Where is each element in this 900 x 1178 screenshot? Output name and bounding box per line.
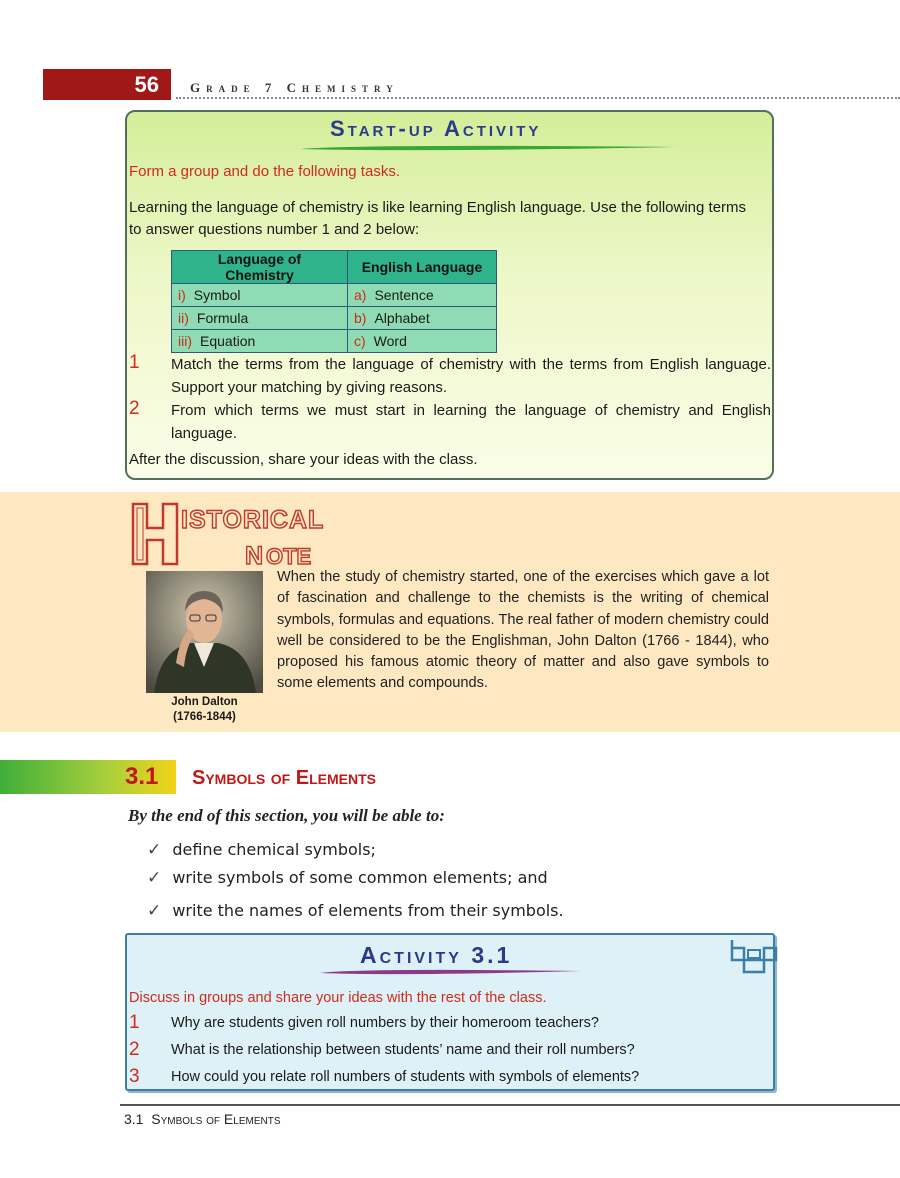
row-marker: c) [354, 333, 366, 349]
checkmark-icon: ✓ [147, 840, 162, 860]
question-number: 2 [129, 1039, 140, 1060]
question-number: 1 [129, 352, 140, 373]
chemistry-term: Formula [196, 310, 249, 326]
startup-intro-line1: Learning the language of chemistry is like learning English language. Use the following terms [129, 199, 747, 216]
objective-text: write symbols of some common elements; and [172, 868, 548, 887]
historical-note-text: When the study of chemistry started, one of the exercises which gave a lot of fascination and challenge to the chemists is the writing of chemical symbols, formulas and equations. The real father of modern chemistry could well be considered to be the Englishman, John Dalton (1766 - 1844), who proposed his famous atomic theory of matter and also gave symbols to some elements and compounds. [277, 569, 769, 692]
objective-item [147, 840, 376, 860]
english-term: Sentence [374, 287, 434, 303]
chemistry-term: Symbol [193, 287, 241, 303]
question-text: How could you relate roll numbers of students with symbols of elements? [171, 1069, 640, 1085]
historical-heading-line2: OTE [266, 544, 312, 569]
page-number: 56 [43, 69, 171, 100]
row-marker: b) [354, 310, 367, 326]
chemistry-term: Equation [200, 333, 256, 349]
terms-table [171, 250, 497, 353]
corner-ornament-icon [730, 938, 778, 978]
section-title: Symbols of Elements [192, 767, 377, 789]
startup-closing: After the discussion, share your ideas with the class. [129, 451, 478, 468]
row-marker: iii) [178, 333, 192, 349]
activity-title-underline [320, 968, 580, 976]
historical-heading-line1: ISTORICAL [181, 506, 325, 534]
caption-years: (1766-1844) [173, 711, 236, 723]
historical-heading-n: N [245, 542, 264, 570]
portrait-caption [146, 695, 263, 725]
question-number: 1 [129, 1012, 140, 1033]
section-number: 3.1 [125, 763, 159, 790]
title-underline-swoosh [300, 144, 676, 152]
question-text: Match the terms from the language of chemistry with the terms from English language. Support your matching by giving reasons. [171, 356, 771, 396]
startup-activity-title: Start-up Activity [330, 116, 542, 141]
terms-table-header [172, 251, 497, 284]
footer-text: 3.1 Symbols of Elements [124, 1111, 281, 1127]
table-row [172, 330, 497, 353]
objectives-heading: By the end of this section, you will be able to: [128, 806, 445, 825]
footer-rule [120, 1104, 900, 1106]
startup-instruction: Form a group and do the following tasks. [129, 163, 400, 180]
question-text: Why are students given roll numbers by their homeroom teachers? [171, 1015, 599, 1031]
question-number: 3 [129, 1066, 140, 1087]
question-number: 2 [129, 398, 140, 419]
question-text: What is the relationship between students’ name and their roll numbers? [171, 1042, 635, 1058]
activity-instruction: Discuss in groups and share your ideas with the rest of the class. [129, 990, 547, 1006]
startup-intro-line2: to answer questions number 1 and 2 below: [129, 221, 420, 238]
historical-note-heading-logo [125, 498, 325, 570]
row-marker: ii) [178, 310, 189, 326]
column-header: Language of Chemistry [172, 251, 348, 284]
english-term: Word [373, 333, 407, 349]
caption-name: John Dalton [171, 696, 238, 708]
checkmark-icon: ✓ [147, 901, 162, 921]
row-marker: a) [354, 287, 367, 303]
checkmark-icon: ✓ [147, 868, 162, 888]
english-term: Alphabet [374, 310, 430, 326]
activity-title: Activity 3.1 [360, 942, 513, 968]
header-rule [176, 97, 900, 99]
question-text: From which terms we must start in learning the language of chemistry and English language. [171, 402, 771, 442]
objective-text: define chemical symbols; [172, 840, 376, 859]
table-row [172, 307, 497, 330]
row-marker: i) [178, 287, 186, 303]
objective-item [147, 868, 548, 888]
running-head: Grade 7 Chemistry [190, 80, 399, 95]
column-header: English Language [348, 251, 497, 284]
table-row [172, 284, 497, 307]
john-dalton-portrait [146, 571, 263, 693]
objective-item [147, 901, 564, 921]
objective-text: write the names of elements from their symbols. [172, 901, 564, 920]
